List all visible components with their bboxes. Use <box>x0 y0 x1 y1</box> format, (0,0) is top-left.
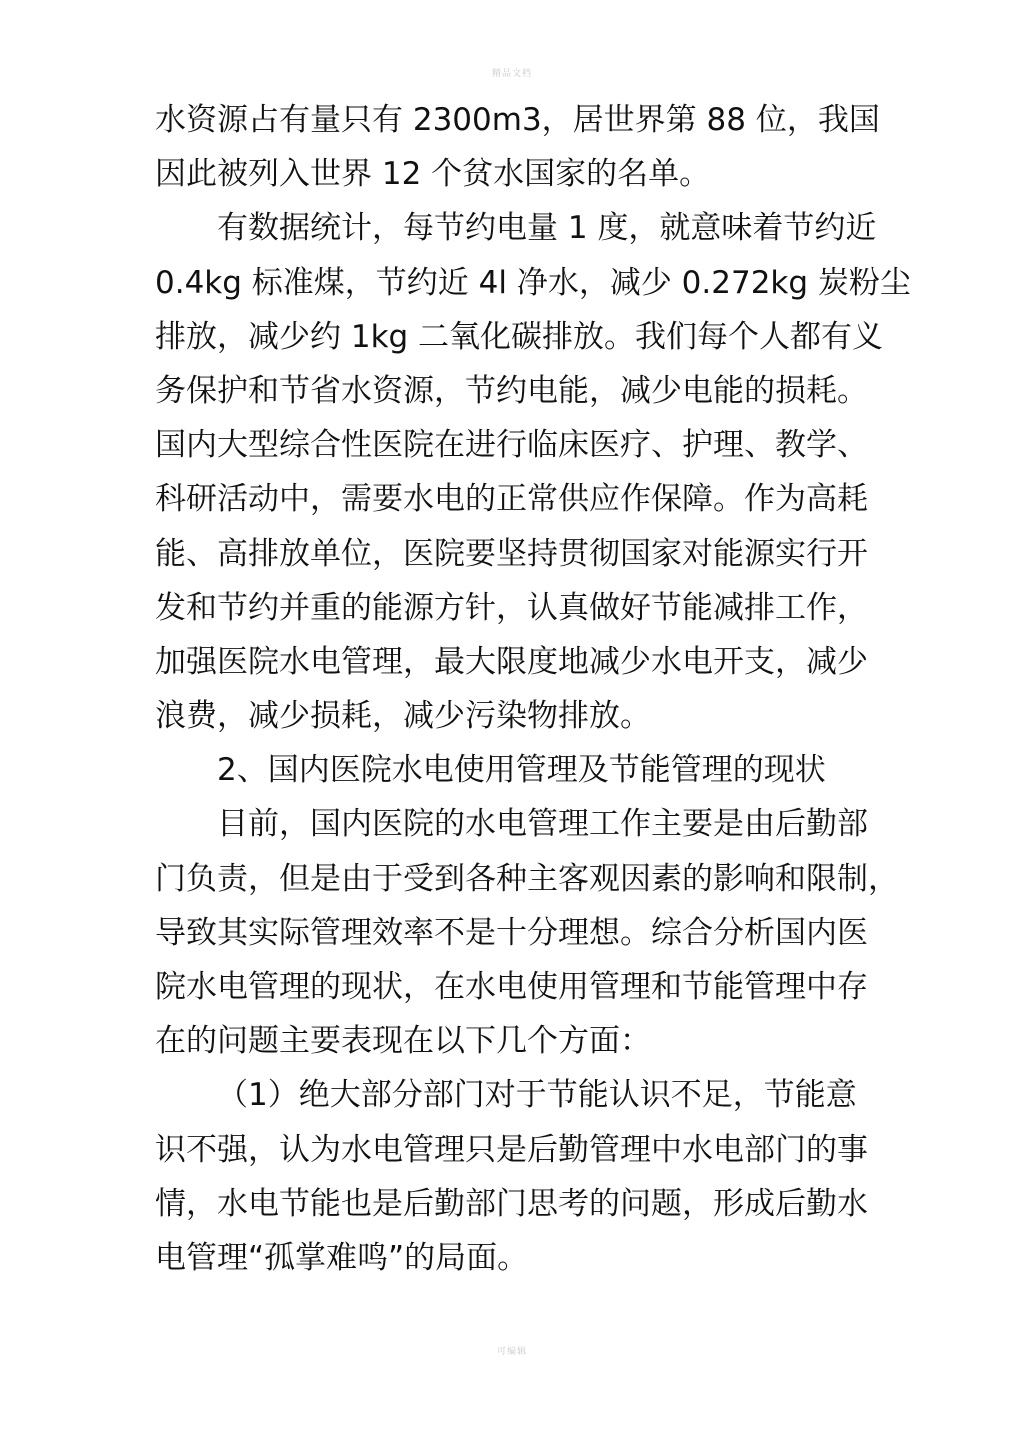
text-line: 因此被列入世界 12 个贫水国家的名单。 <box>155 156 711 193</box>
text-line: 门负责，但是由于受到各种主客观因素的影响和限制， <box>155 860 899 897</box>
text-line: 发和节约并重的能源方针，认真做好节能减排工作， <box>155 589 868 626</box>
text-line: 排放，减少约 1kg 二氧化碳排放。我们每个人都有义 <box>155 318 884 355</box>
text-line: 院水电管理的现状，在水电使用管理和节能管理中存 <box>155 969 868 1005</box>
text-line: 浪费，减少损耗，减少污染物排放。 <box>155 698 651 735</box>
text-line: 0.4kg 标准煤，节约近 4l 净水，减少 0.272kg 炭粉尘 <box>155 264 911 301</box>
text-line: 国内大型综合性医院在进行临床医疗、护理、教学、 <box>155 427 868 464</box>
text-line: 科研活动中，需要水电的正常供应作保障。作为高耗 <box>155 481 868 518</box>
text-line: 加强医院水电管理，最大限度地减少水电开支，减少 <box>155 643 868 680</box>
text-line: 水资源占有量只有 2300m3，居世界第 88 位，我国 <box>155 102 880 138</box>
document-body <box>155 93 911 1285</box>
text-line: 识不强，认为水电管理只是后勤管理中水电部门的事 <box>155 1131 868 1168</box>
paragraph-first-line: 有数据统计，每节约电量 1 度，就意味着节约近 <box>217 210 877 247</box>
paragraph-first-line: 目前，国内医院的水电管理工作主要是由后勤部 <box>217 806 868 843</box>
text-line: 情，水电节能也是后勤部门思考的问题，形成后勤水 <box>155 1185 868 1222</box>
header-watermark: 精品文档 <box>491 69 532 79</box>
paragraph-first-line: （1）绝大部分部门对于节能认识不足，节能意 <box>217 1077 857 1114</box>
text-line: 能、高排放单位，医院要坚持贯彻国家对能源实行开 <box>155 535 868 572</box>
text-line: 电管理“孤掌难鸣”的局面。 <box>155 1239 529 1276</box>
text-line: 导致其实际管理效率不是十分理想。综合分析国内医 <box>155 914 868 951</box>
text-line: 在的问题主要表现在以下几个方面： <box>155 1023 651 1060</box>
text-line: 务保护和节省水资源，节约电能，减少电能的损耗。 <box>155 372 868 409</box>
footer-watermark: 可编辑 <box>496 1347 527 1357</box>
section-heading: 2、国内医院水电使用管理及节能管理的现状 <box>217 752 826 789</box>
